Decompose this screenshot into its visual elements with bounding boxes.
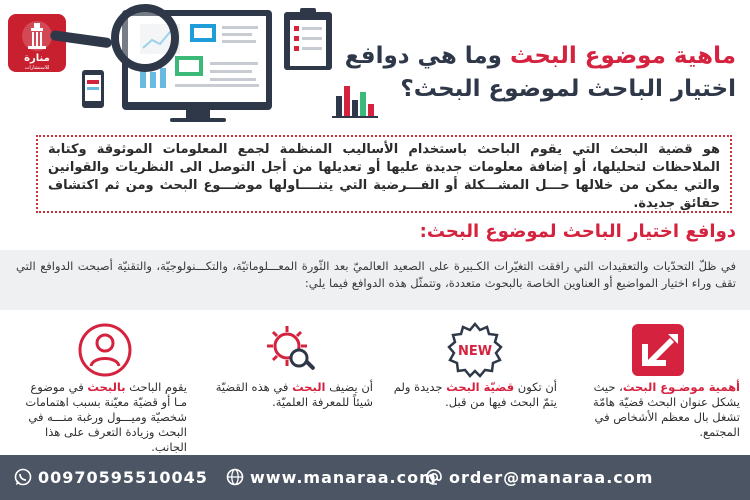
title-line-2: اختيار الباحث لموضوع البحث؟ [400, 76, 736, 102]
phone-number: 00970595510045 [38, 467, 208, 487]
motive-pre-2: أن تكون [514, 380, 557, 394]
motive-highlight-2: قضيّة البحث [446, 380, 515, 394]
footer-email[interactable] [425, 466, 653, 488]
magnifier-icon [50, 8, 175, 68]
motive-highlight-4: بالبحث [87, 380, 126, 394]
new-badge-icon [447, 322, 503, 378]
motive-card-importance [575, 318, 740, 443]
motive-body-4: في موضوع مـا أو قضيّة معيّنة بسبب اهتمامات شخصيّة وميـــول ورغبة منـــه في البحث وزيادة التعرف على هذا الجانب. [25, 380, 187, 454]
gear-search-icon [263, 322, 319, 378]
page-title [326, 40, 736, 106]
contact-footer [0, 455, 750, 500]
motive-text-3 [208, 380, 373, 410]
email-link: order@manaraa.com [449, 467, 654, 487]
motive-body-2: جديدة ولم يتمّ البحث فيها من قبل. [393, 380, 557, 409]
footer-website[interactable] [226, 466, 437, 488]
motives-intro-text: في ظلّ التحدّيات والتعقيدات التي رافقت التغيّرات الكـبيرة على الصعيد العالميّ بعد الثّورة المعـــلوماتيّة، والتكـــنولوجيّة، والتقنيّة أصبحت الدوافع التي تقف وراء اختيار المواضيع أو العناوين الخاصة بالبحوث متعددة، وتتمثّل هذه الدوافع فيما يلي: [16, 259, 736, 290]
motives-cards [0, 318, 750, 454]
motive-body-1: ، حيث يشكل عنوان البحث قضيّة هامّة تشغل بال معظم الأشخاص في المجتمع. [593, 380, 740, 439]
at-icon [425, 468, 443, 486]
motive-pre-4: يقوم الباحث [125, 380, 187, 394]
clipboard-icon [284, 8, 332, 70]
logo-name: منارة [24, 53, 50, 64]
logo-subtitle: للاستشارات [24, 65, 50, 71]
motive-text-4 [22, 380, 187, 455]
research-illustration [0, 0, 380, 130]
arrow-in-box-icon [630, 322, 686, 378]
motive-pre-3: أن يضيف [325, 380, 373, 394]
motive-highlight-1: أهمية موضـوع البحث [622, 380, 740, 394]
title-line-1 [326, 40, 736, 73]
footer-phone[interactable] [14, 466, 208, 488]
motive-card-contribution [208, 318, 373, 443]
motives-heading: دوافع اختيار الباحث لموضوع البحث: [419, 221, 736, 242]
definition-box: هو قضية البحث التي يقوم الباحث باستخدام الأساليب المنظمة لجمع المعلومات الموثوقة وكتابة الملاحظات لتحليلها، أو إضافة معلومات جديدة عليها أو تعديلها من أجل التوصل الى النظريات والقوانين والتي يمكن من خلالها حـــل المشـــكلة أو الفـــرضية التي يتنــــاولها موضـــوع البحث ومن ثم اكتشاف حقائق جديدة. [36, 135, 732, 213]
motive-card-personal-interest [22, 318, 187, 454]
title-highlight: ماهية موضوع البحث [509, 43, 736, 69]
globe-icon [226, 468, 244, 486]
person-circle-icon [77, 322, 133, 378]
title-rest: وما هي دوافع [344, 43, 510, 69]
svg-text:NEW: NEW [457, 344, 492, 359]
website-link: www.manaraa.com [250, 467, 437, 487]
whatsapp-icon [14, 468, 32, 486]
motive-body-3: في هذه القضيّة شيئاً للمعرفة العلميّة. [215, 380, 373, 409]
motive-highlight-3: البحث [292, 380, 326, 394]
motive-text-1 [575, 380, 740, 440]
motive-card-novelty [392, 318, 557, 443]
motives-intro-band [0, 250, 750, 310]
motive-text-2 [392, 380, 557, 410]
phone-icon [82, 70, 104, 108]
